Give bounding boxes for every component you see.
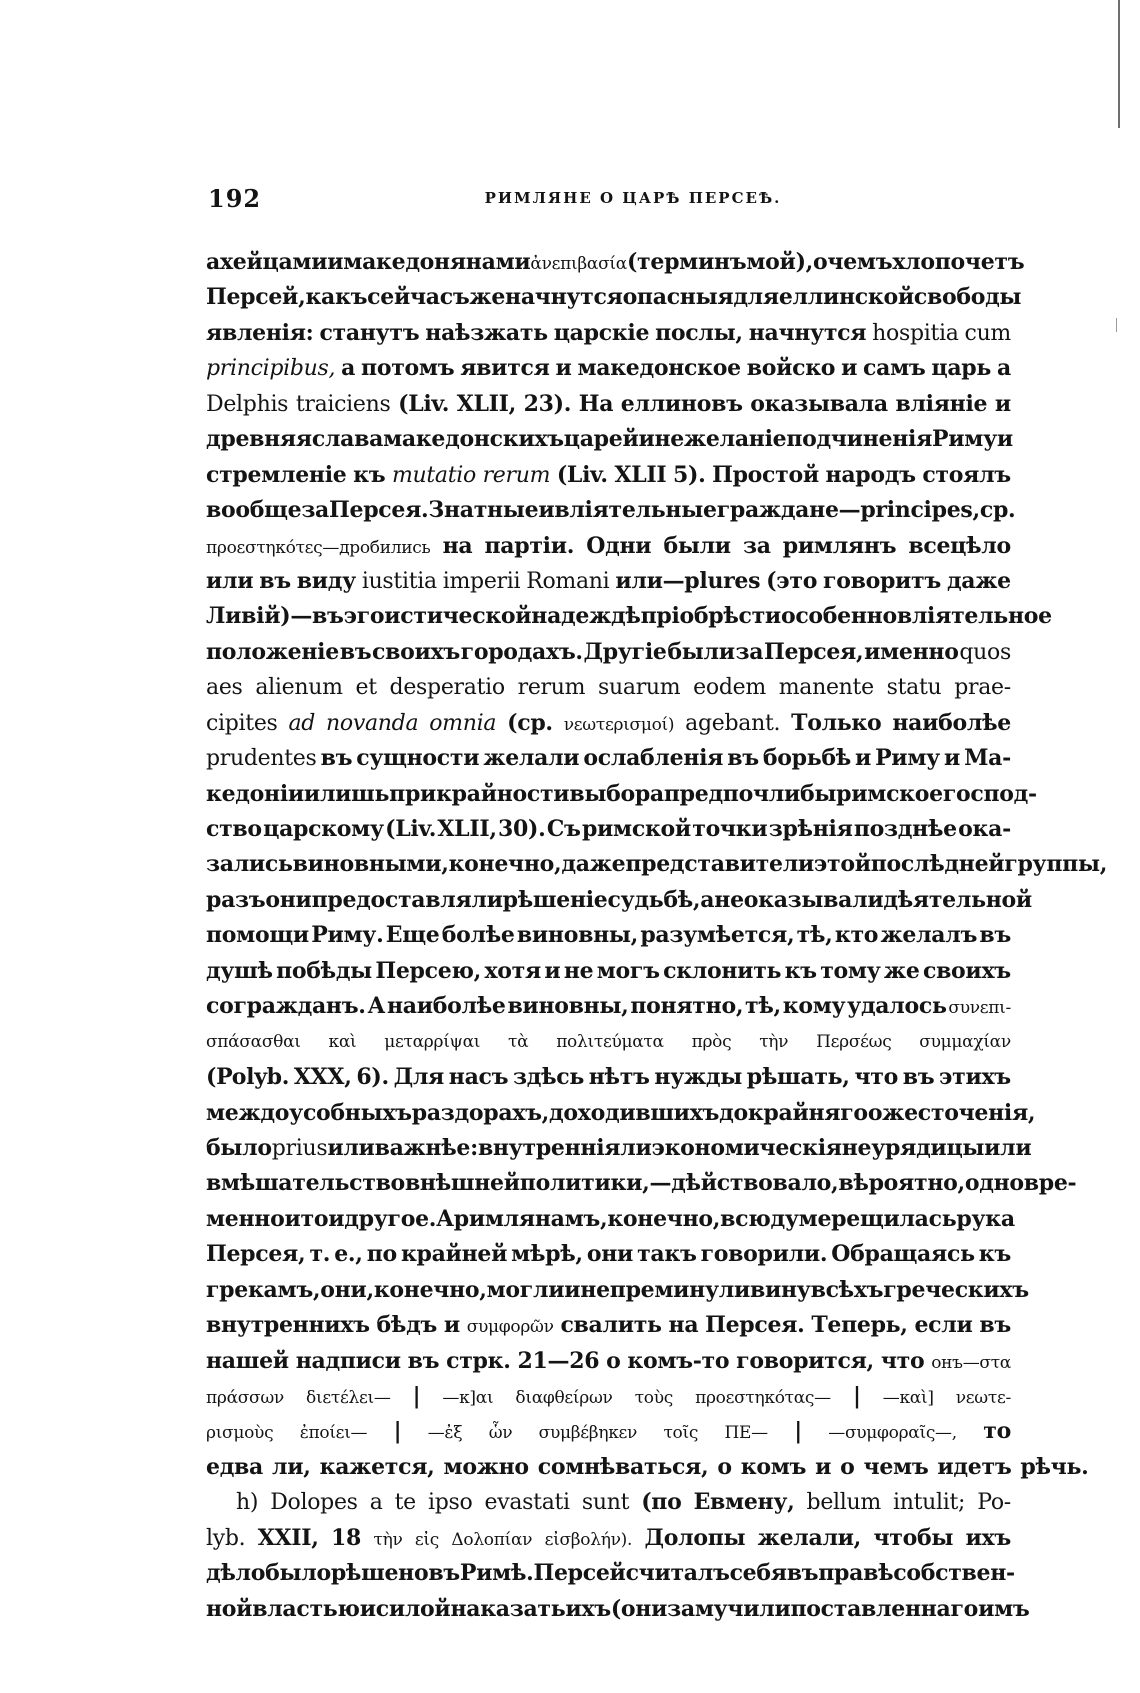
text-line: дѣло было рѣшено въ Римѣ. Персей считалъ себя въ правѣ собствен- (206, 1560, 1015, 1587)
text-line: менно и то и другое. А римлянамъ, конечно, всюду мерещилась рука (206, 1205, 1015, 1232)
body-text (206, 245, 1108, 1627)
text-line: ной властью и силой наказать ихъ (они замучили поставленнаго имъ (206, 1595, 1030, 1622)
text-line: было prius или важнѣе: внутреннія ли экономическія неурядицы или (206, 1134, 1032, 1161)
text-line: вмѣшательство внѣшней политики,—дѣйствовало, вѣроятно, одновре- (206, 1170, 1077, 1197)
text-line: положеніе въ своихъ городахъ. Другіе были за Персея, именно quos (206, 638, 1011, 665)
text-line: ство царскому (Liv. XLII, 30). Съ римской точки зрѣнія позднѣе ока- (206, 816, 1011, 842)
text-line: h) Dolopes a te ipso evastati sunt (по Евмену, bellum intulit; Po- (236, 1489, 1011, 1516)
margin-scan-mark (1116, 318, 1117, 332)
text-line: внутреннихъ бѣдъ и συμφορῶν свалить на Персея. Теперь, если въ (206, 1312, 1011, 1339)
text-line: разъ они предоставляли рѣшеніе судьбѣ, а не оказывали дѣятельной (206, 886, 1032, 913)
text-line: нашей надписи въ стрк. 21—26 о комъ-то говорится, что онъ—στα (206, 1347, 1011, 1374)
text-line: явленія: станутъ наѣзжать царскіе послы, начнутся hospitia cum (206, 319, 1011, 346)
page-number: 192 (208, 184, 262, 213)
text-line: душѣ побѣды Персею, хотя и не могъ склонить къ тому же своихъ (206, 957, 1011, 984)
text-line: зались виновными, конечно, даже представители этой послѣдней группы, (206, 851, 1108, 878)
text-line: ρισμοὺς ἐποίει— | —ἐξ ὧν συμβέβηκεν τοῖς ΠΕ— | —συμφοραῖς—, то (206, 1418, 1011, 1445)
text-line: помощи Риму. Еще болѣе виновны, разумѣется, тѣ, кто желалъ въ (206, 922, 1011, 949)
page-header (208, 184, 1018, 218)
text-line: principibus, а потомъ явится и македонское войско и самъ царь а (206, 355, 1011, 382)
running-head: РИМЛЯНЕ О ЦАРѢ ПЕРСЕѢ. (484, 189, 782, 207)
text-line: Персея, т. е., по крайней мѣрѣ, они такъ говорили. Обращаясь къ (206, 1241, 1011, 1268)
text-line: lyb. XXII, 18 τὴν εἰς Δολοπίαν εἰσβολήν). Долопы желали, чтобы ихъ (206, 1524, 1011, 1551)
text-line: (Polyb. XXX, 6). Для насъ здѣсь нѣтъ нужды рѣшать, что въ этихъ (206, 1064, 1011, 1091)
text-line: προεστηκότες—дробились на партіи. Одни были за римлянъ всецѣло (206, 532, 1011, 559)
text-line: вообще за Персея. Знатные и вліятельные граждане—principes, ср. (206, 497, 1016, 524)
margin-scan-rule (1118, 0, 1120, 128)
text-line: согражданъ. А наиболѣе виновны, понятно, тѣ, кому удалось συνεπι- (206, 993, 1011, 1020)
text-line: едва ли, кажется, можно сомнѣваться, о комъ и о чемъ идетъ рѣчь. (206, 1453, 1089, 1480)
text-line: кедоніи и лишь при крайности выбора предпочли бы римское господ- (206, 780, 1037, 807)
text-line: грекамъ, они, конечно, могли и не преминули вину всѣхъ греческихъ (206, 1276, 1029, 1303)
text-line: стремленіе къ mutatio rerum (Liv. XLII 5). Простой народъ стоялъ (206, 461, 1011, 488)
text-line: aes alienum et desperatio rerum suarum eodem manente statu prae- (206, 675, 1011, 701)
text-line: Delphis traiciens (Liv. XLII, 23). На еллиновъ оказывала вліяніе и (206, 390, 1011, 417)
text-line: πράσσων διετέλει— | —κ]αι διαφθείρων τοὺς προεστηκότας— | —καὶ] νεωτε- (206, 1383, 1011, 1409)
text-line: древняя слава македонскихъ царей и нежеланіе подчиненія Риму и (206, 426, 1013, 453)
text-line: или въ виду iustitia imperii Romani или—plures (это говоритъ даже (206, 567, 1011, 594)
text-line: ахейцами и македонянами ἀνεπιβασία (терминъ мой), о чемъ хлопочетъ (206, 249, 1025, 275)
text-line: Ливій)—въ эгоистической надеждѣ пріобрѣсти особенно вліятельное (206, 603, 1052, 630)
text-line: междоусобныхъ раздорахъ, доходившихъ до крайняго ожесточенія, (206, 1099, 1036, 1126)
text-line: Персей, какъ сейчасъ же начнутся опасныя для еллинской свободы (206, 284, 1022, 311)
text-line: prudentes въ сущности желали ослабленія въ борьбѣ и Риму и Ма- (206, 745, 1011, 772)
text-line: σπάσασθαι καὶ μεταρρίψαι τὰ πολιτεύματα πρὸς τὴν Περσέως συμμαχίαν (206, 1031, 1011, 1052)
text-line: cipites ad novanda omnia (ср. νεωτερισμοί) agebant. Только наиболѣе (206, 709, 1011, 736)
